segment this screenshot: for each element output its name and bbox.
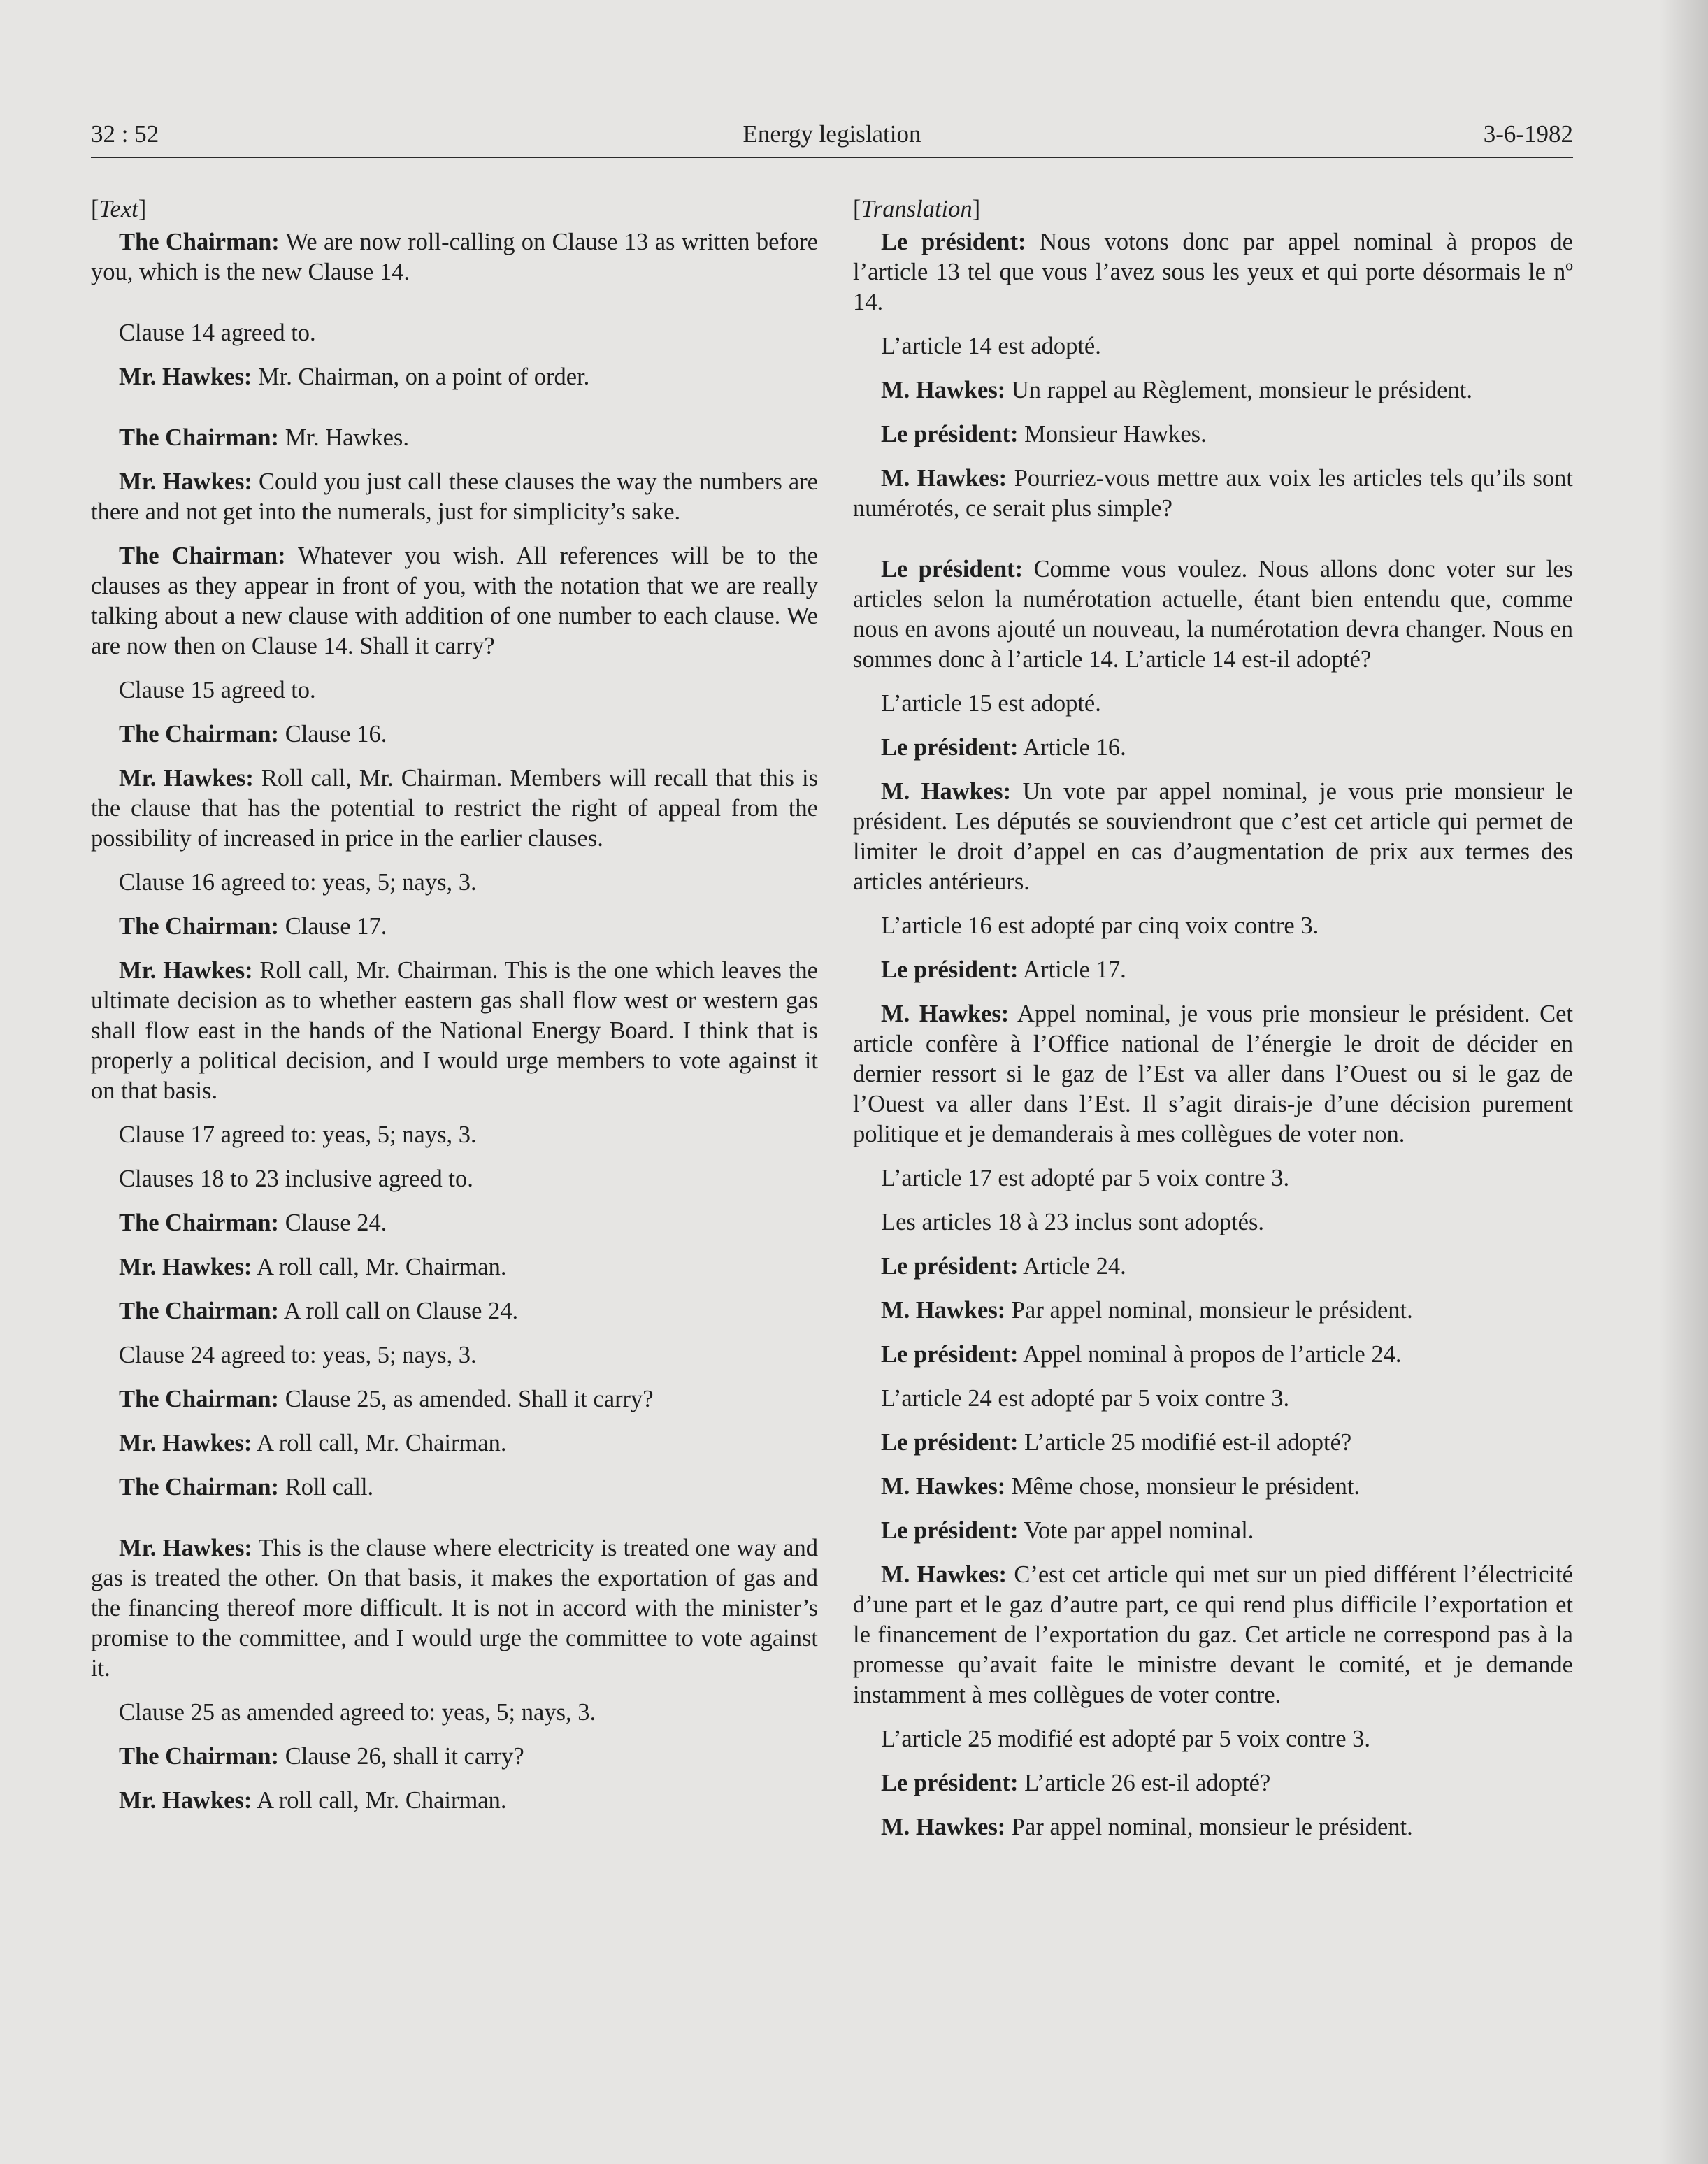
paragraph-text: Monsieur Hawkes. (1018, 421, 1207, 447)
page-header (91, 117, 1573, 158)
paragraph-text: Pourriez-vous mettre aux voix les articles tels qu’ils sont numérotés, ce serait plus simple? (853, 465, 1573, 522)
transcript-paragraph (91, 1252, 818, 1282)
transcript-paragraph (91, 1742, 818, 1772)
transcript-paragraph (853, 1768, 1573, 1798)
speaker-name: Mr. Hawkes: (119, 957, 253, 984)
transcript-paragraph (91, 675, 818, 705)
transcript-paragraph (853, 375, 1573, 406)
paragraph-text: Mr. Chairman, on a point of order. (252, 364, 590, 390)
speaker-name: Mr. Hawkes: (119, 1535, 252, 1561)
transcript-paragraph (91, 1120, 818, 1150)
paragraph-text: L’article 25 modifié est-il adopté? (1018, 1429, 1352, 1456)
paragraph-text: Appel nominal, je vous prie monsieur le président. Cet article confère à l’Office national de l’énergie le droit de décider en dernier ressort si le gaz de l’Est va aller dans l’Ouest ou si le gaz de l’Ouest va aller dans l’Est. Il s’agit dirais-je d’une décision purement politique et je demanderais à mes collègues de voter non. (853, 1001, 1573, 1147)
paragraph-text: Mr. Hawkes. (279, 424, 409, 451)
paragraph-text: Par appel nominal, monsieur le président. (1005, 1297, 1413, 1324)
transcript-paragraph (853, 1724, 1573, 1754)
running-title: Energy legislation (742, 120, 921, 148)
paragraph-text: Comme vous voulez. Nous allons donc voter sur les articles selon la numérotation actuelle, étant bien entendu que, comme nous en avons ajouté un nouveau, la numérotation devra changer. Nous en sommes donc à l’article 14. L’article 14 est-il adopté? (853, 556, 1573, 673)
transcript-paragraph (91, 868, 818, 898)
paragraph-text: L’article 16 est adopté par cinq voix contre 3. (881, 912, 1319, 939)
transcript-paragraph (91, 541, 818, 661)
transcript-paragraph (853, 1560, 1573, 1710)
paragraph-text: A roll call on Clause 24. (279, 1298, 519, 1324)
column-label: [Text] (91, 196, 147, 222)
transcript-paragraph (853, 420, 1573, 450)
paragraph-text: Appel nominal à propos de l’article 24. (1018, 1341, 1402, 1368)
french-column (853, 194, 1573, 1856)
speaker-name: M. Hawkes: (881, 1561, 1007, 1588)
paragraph-text: C’est cet article qui met sur un pied différent l’électricité d’une part et le gaz d’autre part, ce qui rend plus difficile l’exportation et le financement de l’exportation du gaz. Cet article ne correspond pas à la promesse qu’avait faite le ministre devant le comité, et je demande instamment à mes collègues de voter contre. (853, 1561, 1573, 1708)
speaker-name: M. Hawkes: (881, 1297, 1006, 1324)
paragraph-text: Clause 16. (279, 721, 387, 747)
page-date: 3-6-1982 (1483, 120, 1573, 148)
paragraph-text: Clause 15 agreed to. (119, 677, 316, 703)
speaker-name: The Chairman: (119, 1474, 280, 1500)
paragraph-text: Clause 24. (279, 1210, 387, 1236)
speaker-name: Le président: (881, 956, 1019, 983)
paragraph-text: Un rappel au Règlement, monsieur le président. (1005, 377, 1472, 403)
transcript-paragraph (853, 733, 1573, 763)
paragraph-text: Par appel nominal, monsieur le président. (1005, 1814, 1413, 1840)
transcript-paragraph (91, 912, 818, 942)
speaker-name: Le président: (881, 229, 1026, 255)
transcript-paragraph (91, 1164, 818, 1194)
paragraph-text: We are now roll-calling on Clause 13 as written before you, which is the new Clause 14. (91, 229, 818, 285)
transcript-paragraph (853, 999, 1573, 1149)
column-label-text: Text (99, 196, 138, 222)
paragraph-text: Même chose, monsieur le président. (1005, 1473, 1361, 1500)
paragraph-text: Roll call, Mr. Chairman. This is the one which leaves the ultimate decision as to whether eastern gas shall flow west or western gas shall flow east in the hands of the National Energy Board. I think that is properly a political decision, and I would urge members to vote against it on that basis. (91, 957, 818, 1104)
paragraph-text: Clause 16 agreed to: yeas, 5; nays, 3. (119, 869, 477, 896)
speaker-name: Mr. Hawkes: (119, 1787, 252, 1814)
paragraph-text: Nous votons donc par appel nominal à propos de l’article 13 tel que vous l’avez sous les yeux et qui porte désormais le nº 14. (853, 229, 1573, 315)
paragraph-text: Clause 17 agreed to: yeas, 5; nays, 3. (119, 1122, 477, 1148)
speaker-name: The Chairman: (119, 1386, 280, 1412)
page-edge-shadow (1659, 0, 1708, 2164)
speaker-name: Le président: (881, 1429, 1019, 1456)
speaker-name: The Chairman: (119, 543, 286, 569)
transcript-paragraph (91, 1786, 818, 1816)
paragraph-text: Roll call, Mr. Chairman. Members will recall that this is the clause that has the potential to restrict the right of appeal from the possibility of increased in price in the earlier clauses. (91, 765, 818, 852)
speaker-name: Mr. Hawkes: (119, 1430, 252, 1456)
transcript-paragraph (853, 1340, 1573, 1370)
transcript-paragraph (853, 1208, 1573, 1238)
transcript-paragraph (853, 1516, 1573, 1546)
transcript-paragraph (853, 911, 1573, 941)
paragraph-text: Clause 14 agreed to. (119, 320, 316, 346)
paragraph-text: Vote par appel nominal. (1018, 1517, 1254, 1544)
speaker-name: Mr. Hawkes: (119, 1254, 252, 1280)
transcript-paragraph (91, 1428, 818, 1459)
paragraph-text: L’article 14 est adopté. (881, 333, 1101, 359)
transcript-paragraph (853, 227, 1573, 317)
speaker-name: Mr. Hawkes: (119, 765, 254, 791)
speaker-name: M. Hawkes: (881, 778, 1012, 805)
speaker-name: Mr. Hawkes: (119, 468, 252, 495)
speaker-name: Le président: (881, 1341, 1019, 1368)
transcript-paragraph (91, 227, 818, 287)
transcript-paragraph (91, 1533, 818, 1684)
transcript-paragraph (91, 318, 818, 348)
speaker-name: The Chairman: (119, 721, 280, 747)
speaker-name: Le président: (881, 556, 1024, 582)
transcript-paragraph (853, 1384, 1573, 1414)
paragraph-text: L’article 26 est-il adopté? (1018, 1770, 1271, 1796)
transcript-paragraph (853, 1472, 1573, 1502)
transcript-paragraph (853, 1428, 1573, 1458)
transcript-paragraph (853, 955, 1573, 985)
paragraph-text: Could you just call these clauses the way the numbers are there and not get into the numerals, just for simplicity’s sake. (91, 468, 818, 525)
speaker-name: Le président: (881, 734, 1019, 761)
paragraph-text: L’article 15 est adopté. (881, 690, 1101, 717)
speaker-name: M. Hawkes: (881, 1473, 1006, 1500)
paragraph-text: Clauses 18 to 23 inclusive agreed to. (119, 1166, 473, 1192)
paragraph-text: Whatever you wish. All references will be to the clauses as they appear in front of you, with the notation that we are really talking about a new clause with addition of one number to each clause. We are now then on Clause 14. Shall it carry? (91, 543, 818, 659)
paragraph-text: Article 17. (1018, 956, 1126, 983)
transcript-paragraph (91, 1296, 818, 1326)
transcript-paragraph (853, 464, 1573, 524)
speaker-name: M. Hawkes: (881, 465, 1007, 492)
english-column (91, 194, 818, 1830)
transcript-paragraph (91, 467, 818, 527)
paragraph-text: Article 24. (1018, 1253, 1126, 1280)
paragraph-text: Un vote par appel nominal, je vous prie monsieur le président. Les députés se souviendront que c’est cet article qui permet de limiter le droit d’appel en cas d’augmentation de prix aux termes des articles antérieurs. (853, 778, 1573, 895)
paragraph-text: Clause 25 as amended agreed to: yeas, 5; nays, 3. (119, 1699, 596, 1726)
transcript-paragraph (91, 423, 818, 453)
transcript-paragraph (91, 1340, 818, 1370)
paragraph-text: L’article 25 modifié est adopté par 5 voix contre 3. (881, 1726, 1371, 1752)
speaker-name: M. Hawkes: (881, 377, 1006, 403)
transcript-paragraph (91, 764, 818, 854)
speaker-name: M. Hawkes: (881, 1001, 1010, 1027)
column-label-text: Translation (861, 196, 973, 222)
paragraph-text: Clause 25, as amended. Shall it carry? (279, 1386, 654, 1412)
paragraph-text: A roll call, Mr. Chairman. (252, 1254, 507, 1280)
paragraph-text: A roll call, Mr. Chairman. (252, 1430, 507, 1456)
speaker-name: Mr. Hawkes: (119, 364, 252, 390)
paragraph-text: L’article 17 est adopté par 5 voix contre 3. (881, 1165, 1290, 1191)
page-number: 32 : 52 (91, 120, 159, 148)
column-label: [Translation] (853, 196, 981, 222)
transcript-paragraph (91, 956, 818, 1106)
paragraph-text: Clause 26, shall it carry? (279, 1743, 524, 1770)
speaker-name: The Chairman: (119, 1743, 280, 1770)
transcript-paragraph (853, 689, 1573, 719)
paragraph-text: A roll call, Mr. Chairman. (252, 1787, 507, 1814)
paragraph-text: L’article 24 est adopté par 5 voix contre 3. (881, 1385, 1290, 1412)
transcript-paragraph (853, 331, 1573, 361)
transcript-paragraph (91, 719, 818, 750)
transcript-paragraph (853, 1252, 1573, 1282)
speaker-name: M. Hawkes: (881, 1814, 1006, 1840)
transcript-paragraph (853, 554, 1573, 675)
speaker-name: Le président: (881, 421, 1019, 447)
french-paragraphs (853, 227, 1573, 1842)
transcript-paragraph (853, 1296, 1573, 1326)
paragraph-text: Clause 24 agreed to: yeas, 5; nays, 3. (119, 1342, 477, 1368)
paragraph-text: Article 16. (1018, 734, 1126, 761)
speaker-name: Le président: (881, 1517, 1019, 1544)
paragraph-text: This is the clause where electricity is treated one way and gas is treated the other. On that basis, it makes the exportation of gas and the financing thereof more difficult. It is not in accord with the minister’s promise to the committee, and I would urge the committee to vote against it. (91, 1535, 818, 1682)
paragraph-text: Clause 17. (279, 913, 387, 940)
speaker-name: Le président: (881, 1253, 1019, 1280)
speaker-name: The Chairman: (119, 229, 280, 255)
english-paragraphs (91, 227, 818, 1816)
speaker-name: The Chairman: (119, 1210, 280, 1236)
transcript-paragraph (91, 1698, 818, 1728)
transcript-paragraph (91, 362, 818, 392)
paragraph-text: Roll call. (279, 1474, 374, 1500)
speaker-name: The Chairman: (119, 1298, 280, 1324)
speaker-name: The Chairman: (119, 424, 280, 451)
paragraph-text: Les articles 18 à 23 inclus sont adoptés. (881, 1209, 1265, 1235)
transcript-paragraph (853, 1812, 1573, 1842)
speaker-name: Le président: (881, 1770, 1019, 1796)
transcript-paragraph (853, 1163, 1573, 1194)
transcript-paragraph (91, 1384, 818, 1414)
transcript-paragraph (853, 777, 1573, 897)
transcript-paragraph (91, 1208, 818, 1238)
transcript-paragraph (91, 1472, 818, 1503)
speaker-name: The Chairman: (119, 913, 280, 940)
